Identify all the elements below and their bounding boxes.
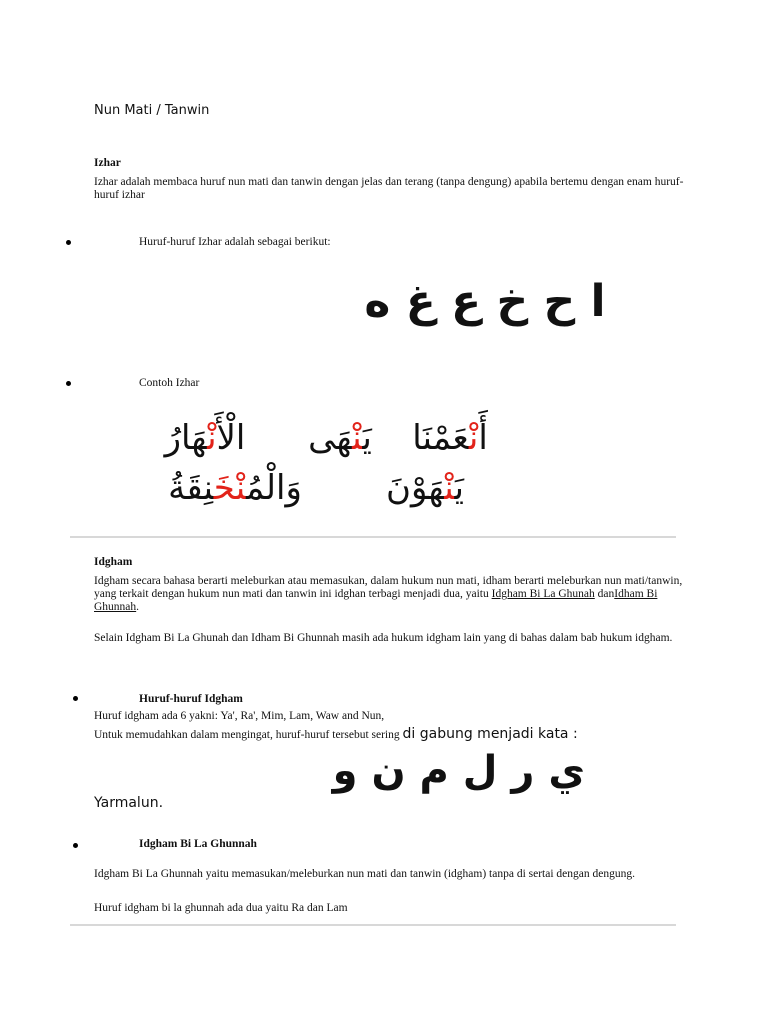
page-title: Nun Mati / Tanwin <box>94 103 210 118</box>
idgham-heading: Idgham <box>94 556 133 568</box>
idham-bi-ghunnah-link[interactable]: Idham Bi Ghunnah <box>94 588 658 613</box>
izhar-example-word: أَنْعَمْنَا <box>412 418 488 458</box>
idgham-letters-heading: Huruf-huruf Idgham <box>139 693 243 705</box>
mnemonic-word: Yarmalun. <box>94 795 164 811</box>
bullet <box>73 696 78 701</box>
idgham-bi-la-ghunnah-paragraph: Idgham Bi La Ghunnah yaitu memasukan/meleburkan nun mati dan tanwin (idgham) tanpa di sertai dengan dengung. <box>94 868 635 880</box>
idgham-letters-arabic: ي ر ل م ن و <box>332 748 585 794</box>
izhar-example-word: يَنْهَوْنَ <box>386 468 464 508</box>
section-divider <box>70 924 676 926</box>
idgham-paragraph-1: Idgham secara bahasa berarti meleburkan atau memasukan, dalam hukum nun mati, idham berarti meleburkan nun mati/tanwin, yang terkait dengan hukum nun mati dan tanwin ini idghan terbagi menjadi dua, yaitu Idgham Bi La Ghunah danIdham Bi Ghunnah. <box>94 575 683 613</box>
idgham-letters-line-2: Untuk memudahkan dalam mengingat, huruf-huruf tersebut sering di gabung menjadi kata : <box>94 726 578 742</box>
idgham-letters-line-1: Huruf idgham ada 6 yakni: Ya', Ra', Mim, Lam, Waw and Nun, <box>94 710 385 722</box>
izhar-example-word: يَنْهَى <box>308 418 372 458</box>
izhar-example-word: الْأَنْهَارُ <box>164 418 246 458</box>
section-divider <box>70 536 676 538</box>
izhar-description: Izhar adalah membaca huruf nun mati dan tanwin dengan jelas dan terang (tanpa dengung) apabila bertemu dengan enam huruf-huruf izhar <box>94 176 684 201</box>
izhar-letters-intro: Huruf-huruf Izhar adalah sebagai berikut: <box>139 236 331 248</box>
izhar-heading: Izhar <box>94 157 121 169</box>
idgham-bi-la-ghunnah-line: Huruf idgham bi la ghunnah ada dua yaitu Ra dan Lam <box>94 902 348 914</box>
idgham-paragraph-2: Selain Idgham Bi La Ghunah dan Idham Bi Ghunnah masih ada hukum idgham lain yang di bahas dalam bab hukum idgham. <box>94 632 673 644</box>
bullet <box>66 240 71 245</box>
idgham-bi-la-ghunah-link[interactable]: Idgham Bi La Ghunah <box>491 588 595 600</box>
izhar-examples-label: Contoh Izhar <box>139 377 200 389</box>
izhar-letters-arabic: ا ح خ ع غ ه <box>364 276 606 327</box>
bullet <box>66 381 71 386</box>
bullet <box>73 843 78 848</box>
idgham-bi-la-ghunnah-heading: Idgham Bi La Ghunnah <box>139 838 257 850</box>
izhar-example-word: وَالْمُنْخَنِقَةُ <box>168 468 302 508</box>
